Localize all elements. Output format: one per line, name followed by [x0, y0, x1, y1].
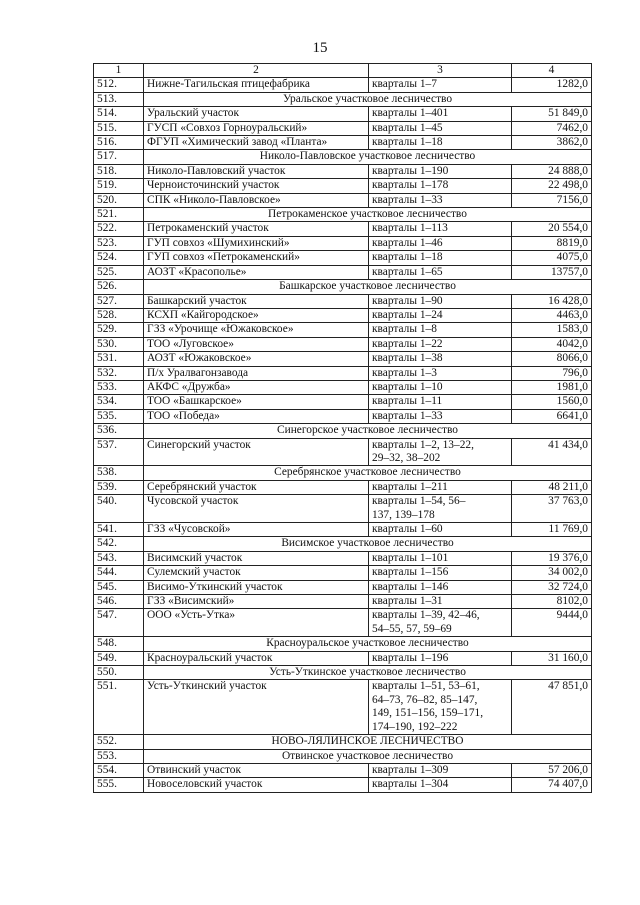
quarters-cell — [369, 294, 512, 308]
plot-name: Николо-Павловский участок — [144, 164, 369, 178]
plot-name: Серебрянский участок — [144, 480, 369, 494]
table-row — [94, 121, 592, 135]
quarters-line: 54–55, 57, 59–69 — [372, 622, 452, 635]
quarters-line: кварталы 1–31 — [372, 595, 443, 608]
row-number: 555. — [94, 778, 144, 792]
quarters-cell — [369, 193, 512, 207]
quarters-line: кварталы 1–46 — [372, 236, 443, 249]
quarters-line: кварталы 1–2, 13–22, — [372, 438, 474, 451]
area-value: 32 724,0 — [512, 580, 592, 594]
row-number: 553. — [94, 749, 144, 763]
quarters-line: кварталы 1–18 — [372, 136, 443, 149]
row-number: 543. — [94, 551, 144, 565]
row-number: 551. — [94, 680, 144, 735]
section-row — [94, 208, 592, 222]
plot-name: Усть-Уткинский участок — [144, 680, 369, 735]
row-number: 523. — [94, 236, 144, 250]
table-row — [94, 164, 592, 178]
plot-name: Петрокаменский участок — [144, 222, 369, 236]
table-row — [94, 222, 592, 236]
area-value: 1282,0 — [512, 78, 592, 92]
quarters-line: кварталы 1–18 — [372, 251, 443, 264]
row-number: 537. — [94, 438, 144, 466]
area-value: 4463,0 — [512, 308, 592, 322]
section-row — [94, 735, 592, 749]
row-number: 514. — [94, 107, 144, 121]
quarters-cell — [369, 595, 512, 609]
quarters-line: кварталы 1–309 — [372, 763, 449, 776]
plot-name: ГУП совхоз «Петрокаменский» — [144, 251, 369, 265]
quarters-line: кварталы 1–33 — [372, 409, 443, 422]
plot-name: Синегорский участок — [144, 438, 369, 466]
section-row — [94, 749, 592, 763]
area-value: 3862,0 — [512, 136, 592, 150]
quarters-cell — [369, 380, 512, 394]
row-number: 536. — [94, 424, 144, 438]
plot-name: ГУСП «Совхоз Горноуральский» — [144, 121, 369, 135]
quarters-line: кварталы 1–101 — [372, 551, 449, 564]
row-number: 549. — [94, 651, 144, 665]
row-number: 552. — [94, 735, 144, 749]
quarters-cell — [369, 778, 512, 792]
quarters-cell — [369, 352, 512, 366]
row-number: 538. — [94, 466, 144, 480]
table-row — [94, 107, 592, 121]
quarters-line: 29–32, 38–202 — [372, 451, 441, 464]
quarters-cell — [369, 438, 512, 466]
table-row — [94, 551, 592, 565]
row-number: 530. — [94, 337, 144, 351]
quarters-cell — [369, 366, 512, 380]
quarters-line: кварталы 1–178 — [372, 179, 449, 192]
row-number: 524. — [94, 251, 144, 265]
plot-name: АКФС «Дружба» — [144, 380, 369, 394]
area-value: 9444,0 — [512, 609, 592, 637]
quarters-line: кварталы 1–146 — [372, 580, 449, 593]
table-row — [94, 193, 592, 207]
table-row — [94, 352, 592, 366]
quarters-cell — [369, 337, 512, 351]
row-number: 550. — [94, 666, 144, 680]
section-row — [94, 92, 592, 106]
area-value: 24 888,0 — [512, 164, 592, 178]
quarters-cell — [369, 251, 512, 265]
header-col-1: 1 — [94, 64, 144, 78]
row-number: 516. — [94, 136, 144, 150]
quarters-line: кварталы 1–10 — [372, 380, 443, 393]
quarters-cell — [369, 222, 512, 236]
area-value: 51 849,0 — [512, 107, 592, 121]
section-title: Красноуральское участковое лесничество — [144, 637, 592, 651]
quarters-line: кварталы 1–190 — [372, 164, 449, 177]
table-row — [94, 323, 592, 337]
quarters-line: кварталы 1–8 — [372, 323, 437, 336]
row-number: 518. — [94, 164, 144, 178]
row-number: 545. — [94, 580, 144, 594]
table-row — [94, 136, 592, 150]
plot-name: ГЗЗ «Висимский» — [144, 595, 369, 609]
section-row — [94, 466, 592, 480]
plot-name: Висимский участок — [144, 551, 369, 565]
plot-name: Красноуральский участок — [144, 651, 369, 665]
area-value: 31 160,0 — [512, 651, 592, 665]
area-value: 8102,0 — [512, 595, 592, 609]
quarters-cell — [369, 121, 512, 135]
section-row — [94, 537, 592, 551]
plot-name: СПК «Николо-Павловское» — [144, 193, 369, 207]
section-title: Синегорское участковое лесничество — [144, 424, 592, 438]
quarters-cell — [369, 680, 512, 735]
table-row — [94, 236, 592, 250]
plot-name: ГЗЗ «Чусовской» — [144, 523, 369, 537]
plot-name: ТОО «Башкарское» — [144, 395, 369, 409]
area-value: 1583,0 — [512, 323, 592, 337]
quarters-cell — [369, 409, 512, 423]
section-title: Висимское участковое лесничество — [144, 537, 592, 551]
table-row — [94, 409, 592, 423]
quarters-line: кварталы 1–38 — [372, 352, 443, 365]
quarters-cell — [369, 164, 512, 178]
quarters-line: кварталы 1–11 — [372, 395, 443, 408]
area-value: 19 376,0 — [512, 551, 592, 565]
row-number: 542. — [94, 537, 144, 551]
quarters-cell — [369, 495, 512, 523]
table-row — [94, 251, 592, 265]
table-row — [94, 265, 592, 279]
row-number: 548. — [94, 637, 144, 651]
row-number: 544. — [94, 566, 144, 580]
row-number: 554. — [94, 763, 144, 777]
quarters-line: кварталы 1–51, 53–61, — [372, 680, 480, 693]
row-number: 522. — [94, 222, 144, 236]
quarters-cell — [369, 395, 512, 409]
quarters-line: 174–190, 192–222 — [372, 720, 458, 733]
plot-name: Уральский участок — [144, 107, 369, 121]
plot-name: АОЗТ «Южаковское» — [144, 352, 369, 366]
quarters-line: кварталы 1–54, 56– — [372, 495, 466, 508]
plot-name: Сулемский участок — [144, 566, 369, 580]
plot-name: Отвинский участок — [144, 763, 369, 777]
plot-name: П/х Уралвагонзавода — [144, 366, 369, 380]
quarters-cell — [369, 78, 512, 92]
table-row — [94, 337, 592, 351]
plot-name: ГЗЗ «Урочище «Южаковское» — [144, 323, 369, 337]
quarters-cell — [369, 179, 512, 193]
area-value: 1981,0 — [512, 380, 592, 394]
table-row — [94, 680, 592, 735]
quarters-line: кварталы 1–113 — [372, 222, 448, 235]
area-value: 41 434,0 — [512, 438, 592, 466]
area-value: 4075,0 — [512, 251, 592, 265]
table-header-row — [94, 64, 592, 78]
plot-name: Черноисточинский участок — [144, 179, 369, 193]
forest-district-table — [93, 63, 592, 793]
quarters-line: кварталы 1–60 — [372, 523, 443, 535]
row-number: 529. — [94, 323, 144, 337]
plot-name: Чусовской участок — [144, 495, 369, 523]
header-col-3: 3 — [369, 64, 512, 78]
table-row — [94, 495, 592, 523]
quarters-cell — [369, 107, 512, 121]
quarters-line: кварталы 1–22 — [372, 337, 443, 350]
area-value: 4042,0 — [512, 337, 592, 351]
plot-name: АОЗТ «Красополье» — [144, 265, 369, 279]
quarters-cell — [369, 523, 512, 537]
quarters-line: 64–73, 76–82, 85–147, — [372, 693, 478, 706]
quarters-cell — [369, 236, 512, 250]
quarters-cell — [369, 308, 512, 322]
section-title: Уральское участковое лесничество — [144, 92, 592, 106]
area-value: 6641,0 — [512, 409, 592, 423]
area-value: 20 554,0 — [512, 222, 592, 236]
quarters-cell — [369, 136, 512, 150]
section-title: Башкарское участковое лесничество — [144, 280, 592, 294]
table-row — [94, 566, 592, 580]
quarters-line: кварталы 1–3 — [372, 366, 437, 379]
row-number: 534. — [94, 395, 144, 409]
row-number: 533. — [94, 380, 144, 394]
area-value: 34 002,0 — [512, 566, 592, 580]
row-number: 539. — [94, 480, 144, 494]
quarters-cell — [369, 323, 512, 337]
section-title: НОВО-ЛЯЛИНСКОЕ ЛЕСНИЧЕСТВО — [144, 735, 592, 749]
table-row — [94, 380, 592, 394]
row-number: 526. — [94, 280, 144, 294]
quarters-line: 149, 151–156, 159–171, — [372, 707, 484, 720]
table-row — [94, 395, 592, 409]
table-row — [94, 595, 592, 609]
plot-name: Нижне-Тагильская птицефабрика — [144, 78, 369, 92]
table-row — [94, 480, 592, 494]
table-row — [94, 778, 592, 792]
quarters-cell — [369, 580, 512, 594]
quarters-line: кварталы 1–90 — [372, 294, 443, 307]
section-title: Отвинское участковое лесничество — [144, 749, 592, 763]
quarters-cell — [369, 566, 512, 580]
header-col-4: 4 — [512, 64, 592, 78]
area-value: 13757,0 — [512, 265, 592, 279]
quarters-line: кварталы 1–39, 42–46, — [372, 609, 480, 622]
table-row — [94, 523, 592, 537]
area-value: 16 428,0 — [512, 294, 592, 308]
row-number: 540. — [94, 495, 144, 523]
section-title: Петрокаменское участковое лесничество — [144, 208, 592, 222]
area-value: 796,0 — [512, 366, 592, 380]
page-number: 15 — [312, 40, 328, 56]
area-value: 11 769,0 — [512, 523, 592, 537]
row-number: 525. — [94, 265, 144, 279]
quarters-line: кварталы 1–33 — [372, 193, 443, 206]
row-number: 521. — [94, 208, 144, 222]
table-row — [94, 651, 592, 665]
table-row — [94, 438, 592, 466]
quarters-cell — [369, 551, 512, 565]
row-number: 515. — [94, 121, 144, 135]
quarters-cell — [369, 480, 512, 494]
section-title: Серебрянское участковое лесничество — [144, 466, 592, 480]
section-row — [94, 150, 592, 164]
quarters-line: кварталы 1–65 — [372, 265, 443, 278]
table-row — [94, 763, 592, 777]
plot-name: КСХП «Кайгородское» — [144, 308, 369, 322]
row-number: 547. — [94, 609, 144, 637]
quarters-line: 137, 139–178 — [372, 508, 435, 521]
plot-name: ТОО «Луговское» — [144, 337, 369, 351]
quarters-line: кварталы 1–304 — [372, 778, 449, 791]
plot-name: ГУП совхоз «Шумихинский» — [144, 236, 369, 250]
plot-name: ООО «Усть-Утка» — [144, 609, 369, 637]
row-number: 532. — [94, 366, 144, 380]
area-value: 48 211,0 — [512, 480, 592, 494]
area-value: 8066,0 — [512, 352, 592, 366]
plot-name: ФГУП «Химический завод «Планта» — [144, 136, 369, 150]
quarters-cell — [369, 609, 512, 637]
row-number: 531. — [94, 352, 144, 366]
row-number: 512. — [94, 78, 144, 92]
section-row — [94, 637, 592, 651]
quarters-cell — [369, 763, 512, 777]
area-value: 57 206,0 — [512, 763, 592, 777]
header-col-2: 2 — [144, 64, 369, 78]
row-number: 513. — [94, 92, 144, 106]
table-row — [94, 609, 592, 637]
row-number: 528. — [94, 308, 144, 322]
row-number: 517. — [94, 150, 144, 164]
area-value: 7462,0 — [512, 121, 592, 135]
section-row — [94, 666, 592, 680]
area-value: 7156,0 — [512, 193, 592, 207]
section-title: Николо-Павловское участковое лесничество — [144, 150, 592, 164]
quarters-line: кварталы 1–196 — [372, 651, 449, 664]
area-value: 8819,0 — [512, 236, 592, 250]
quarters-line: кварталы 1–211 — [372, 480, 448, 493]
table-row — [94, 580, 592, 594]
row-number: 519. — [94, 179, 144, 193]
quarters-line: кварталы 1–45 — [372, 121, 443, 134]
section-row — [94, 424, 592, 438]
plot-name: Новоселовский участок — [144, 778, 369, 792]
area-value: 1560,0 — [512, 395, 592, 409]
row-number: 546. — [94, 595, 144, 609]
area-value: 74 407,0 — [512, 778, 592, 792]
quarters-line: кварталы 1–156 — [372, 566, 449, 579]
quarters-line: кварталы 1–7 — [372, 78, 437, 91]
area-value: 37 763,0 — [512, 495, 592, 523]
quarters-cell — [369, 651, 512, 665]
area-value: 22 498,0 — [512, 179, 592, 193]
quarters-line: кварталы 1–401 — [372, 107, 449, 120]
area-value: 47 851,0 — [512, 680, 592, 735]
table-row — [94, 366, 592, 380]
row-number: 527. — [94, 294, 144, 308]
row-number: 520. — [94, 193, 144, 207]
quarters-cell — [369, 265, 512, 279]
section-title: Усть-Уткинское участковое лесничество — [144, 666, 592, 680]
row-number: 535. — [94, 409, 144, 423]
row-number: 541. — [94, 523, 144, 537]
table-row — [94, 308, 592, 322]
table-row — [94, 294, 592, 308]
table-row — [94, 179, 592, 193]
plot-name: Башкарский участок — [144, 294, 369, 308]
section-row — [94, 280, 592, 294]
plot-name: ТОО «Победа» — [144, 409, 369, 423]
quarters-line: кварталы 1–24 — [372, 308, 443, 321]
table-row — [94, 78, 592, 92]
plot-name: Висимо-Уткинский участок — [144, 580, 369, 594]
